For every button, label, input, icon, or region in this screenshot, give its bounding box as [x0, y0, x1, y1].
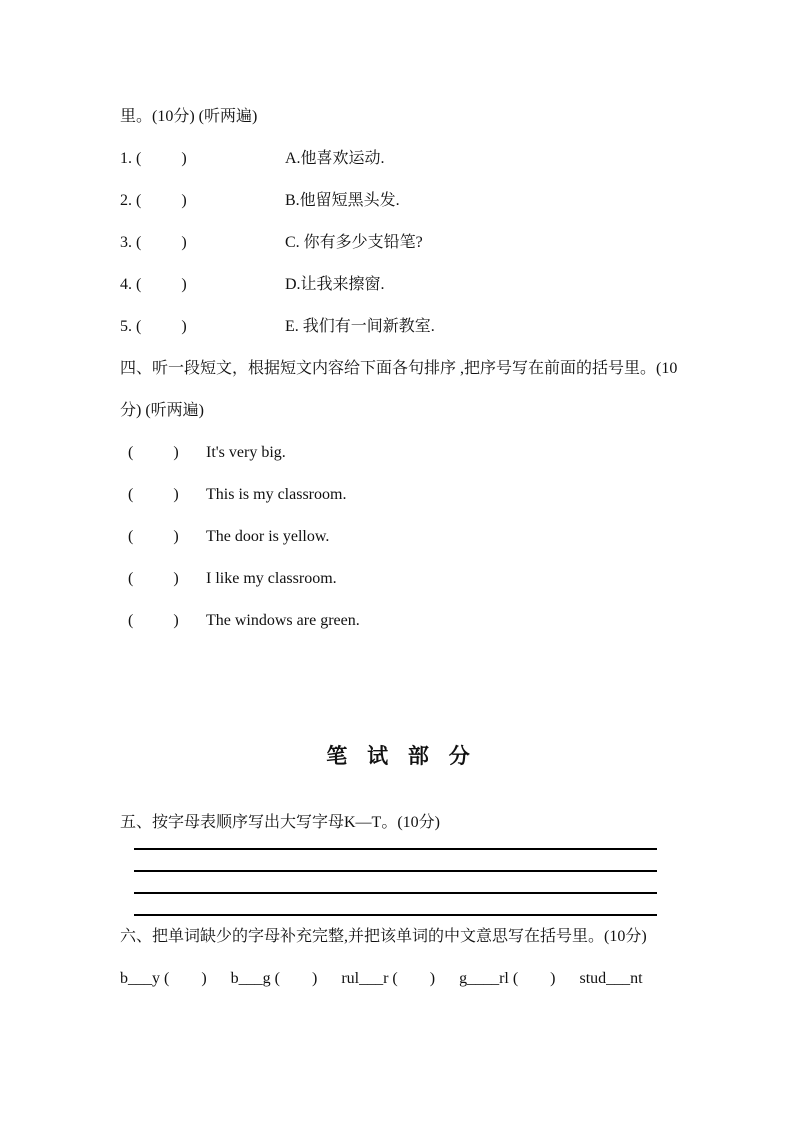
order-item-bracket: ( ) — [128, 612, 179, 629]
written-part-heading: 笔 试 部 分 — [326, 745, 477, 768]
answer-line — [134, 870, 657, 872]
match-item-label: 3. ( ) — [120, 234, 187, 251]
match-item — [120, 306, 683, 348]
answer-line — [134, 848, 657, 850]
match-item-option: C. 你有多少支铅笔? — [285, 234, 423, 251]
order-item-sentence: It's very big. — [206, 444, 286, 461]
ordering-section — [120, 432, 683, 642]
match-item-option: D.让我来擦窗. — [285, 276, 385, 293]
match-item-label: 1. ( ) — [120, 150, 187, 167]
answer-line — [134, 892, 657, 894]
match-item-label: 5. ( ) — [120, 318, 187, 335]
match-item-label: 4. ( ) — [120, 276, 187, 293]
order-item-bracket: ( ) — [128, 528, 179, 545]
order-item — [120, 432, 683, 474]
order-item-sentence: This is my classroom. — [206, 486, 347, 503]
fill-blanks-line: b___y ( ) b___g ( ) rul___r ( ) g____rl ( ) stud___nt — [120, 970, 643, 987]
section4-title: 四、听一段短文，根据短文内容给下面各句排序 ,把序号写在前面的括号里。(10分) (听两遍) — [120, 360, 678, 419]
order-item — [120, 516, 683, 558]
match-item — [120, 180, 683, 222]
matching-section — [120, 138, 683, 348]
match-item — [120, 222, 683, 264]
order-item — [120, 474, 683, 516]
match-item — [120, 264, 683, 306]
order-item-bracket: ( ) — [128, 444, 179, 461]
order-item — [120, 558, 683, 600]
match-item-option: E. 我们有一间新教室. — [285, 318, 435, 335]
answer-lines — [134, 848, 683, 916]
match-item-label: 2. ( ) — [120, 192, 187, 209]
intro-line: 里。(10分) (听两遍) — [120, 108, 258, 125]
order-item-sentence: The windows are green. — [206, 612, 360, 629]
match-item-option: B.他留短黑头发. — [285, 192, 400, 209]
section6-title: 六、把单词缺少的字母补充完整,并把该单词的中文意思写在括号里。(10分) — [120, 928, 647, 945]
order-item-sentence: I like my classroom. — [206, 570, 337, 587]
order-item-sentence: The door is yellow. — [206, 528, 330, 545]
section5-title: 五、按字母表顺序写出大写字母K—T。(10分) — [120, 814, 440, 831]
order-item — [120, 600, 683, 642]
order-item-bracket: ( ) — [128, 570, 179, 587]
order-item-bracket: ( ) — [128, 486, 179, 503]
match-item-option: A.他喜欢运动. — [285, 150, 385, 167]
match-item — [120, 138, 683, 180]
